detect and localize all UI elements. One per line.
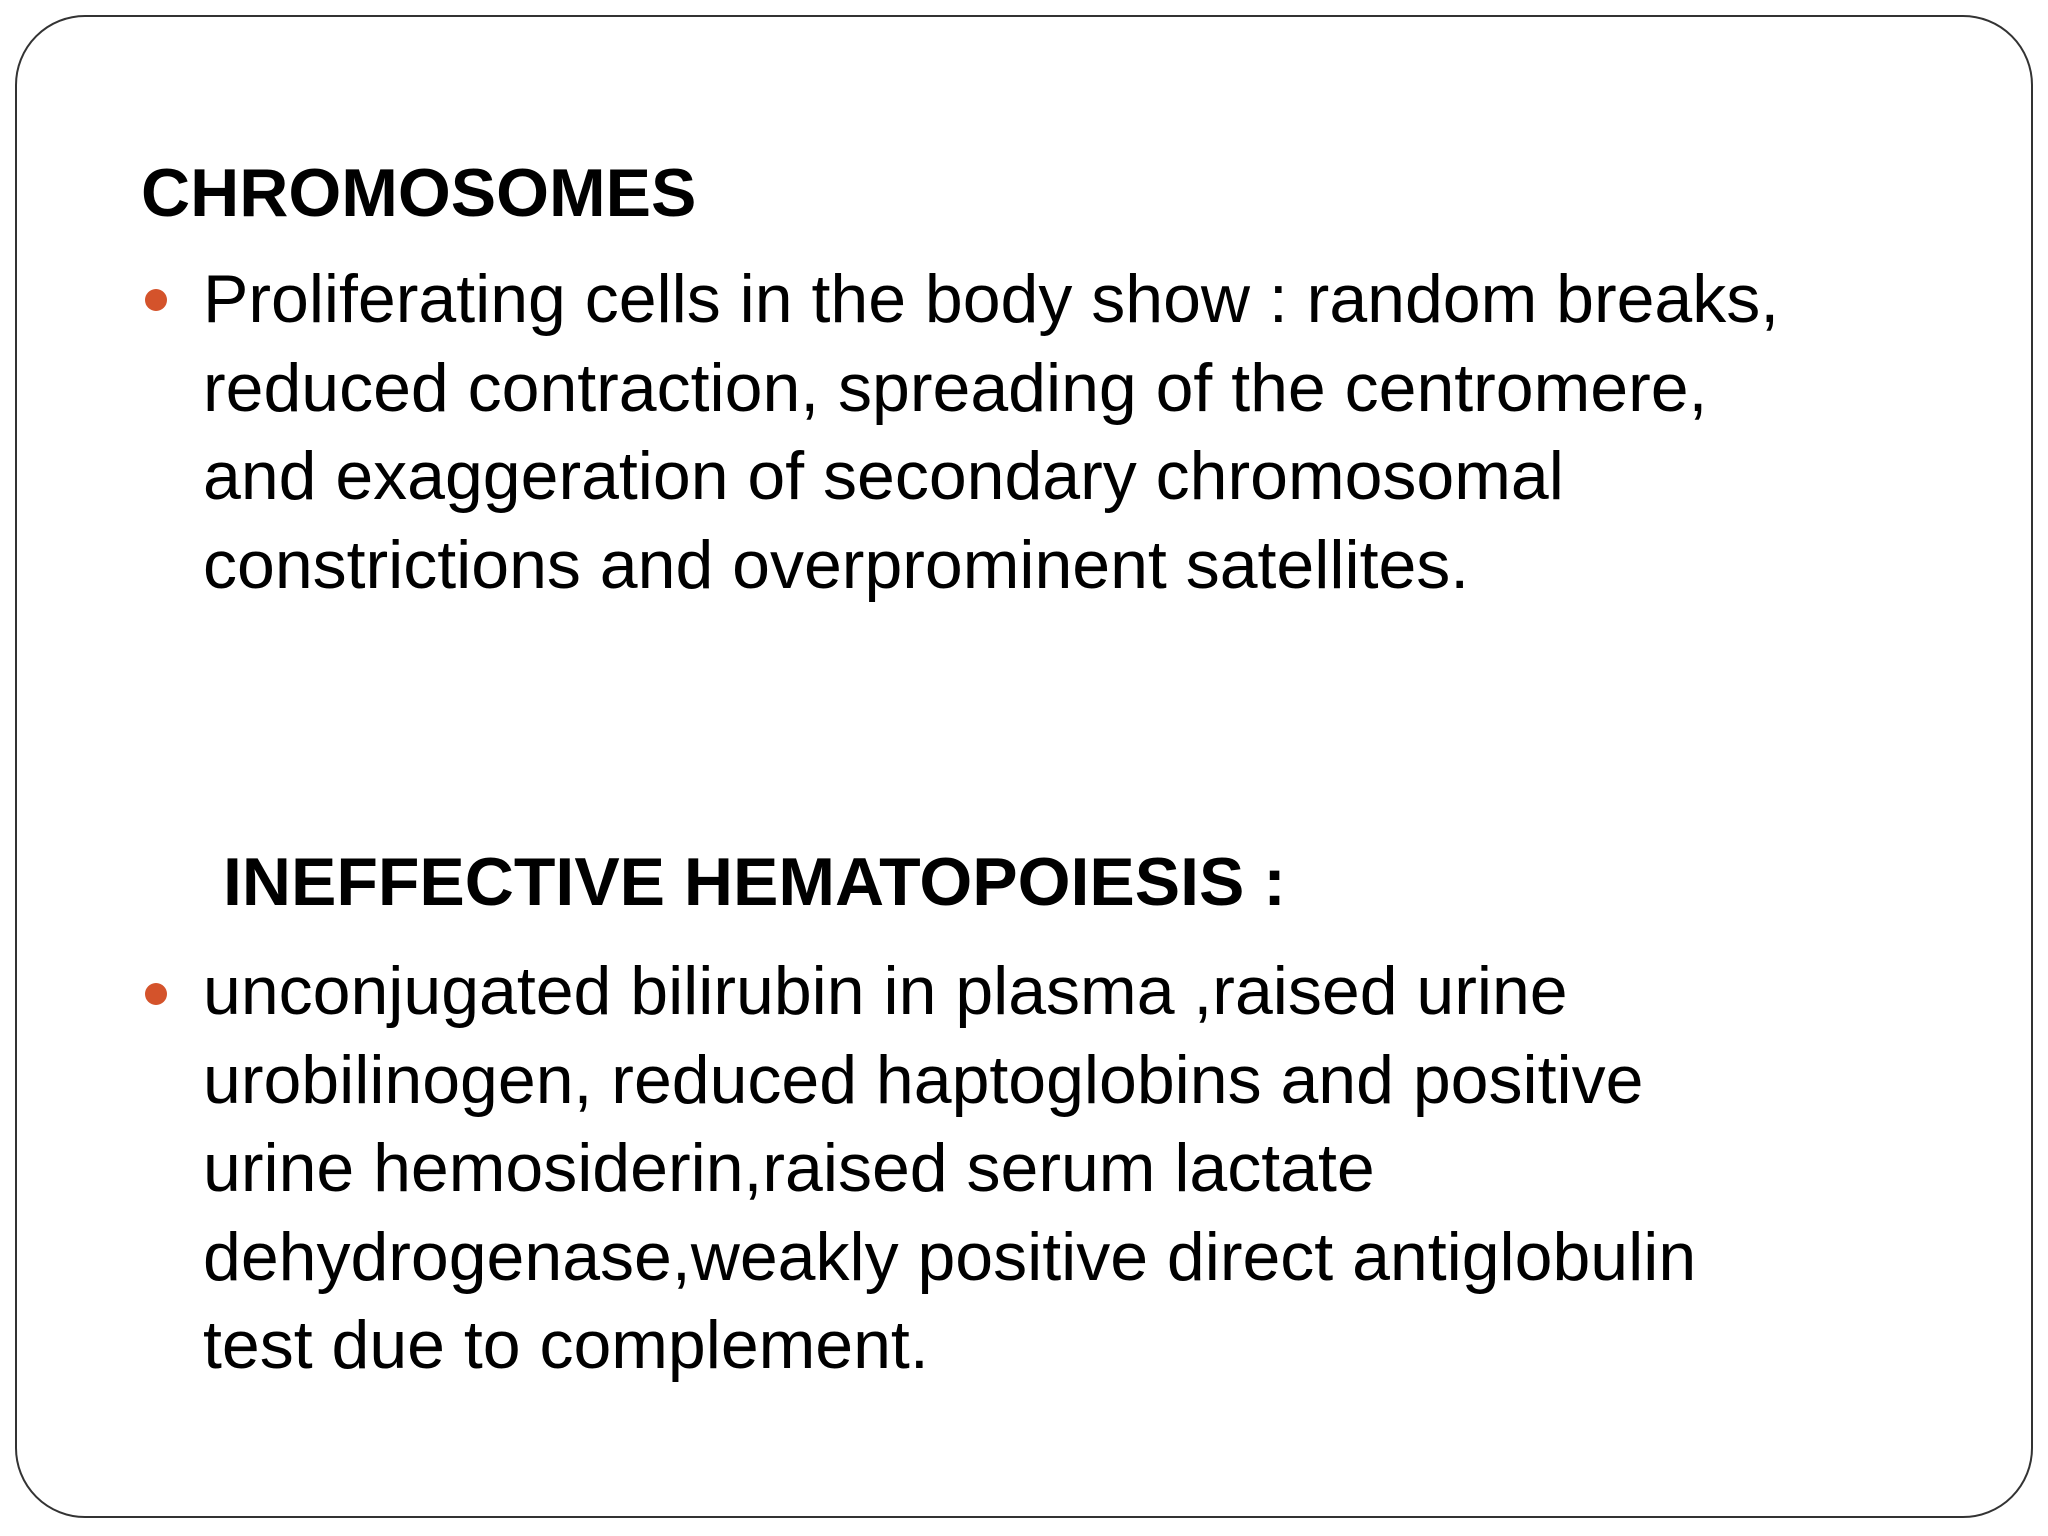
section-heading-ineffective-hematopoiesis: INEFFECTIVE HEMATOPOIESIS : <box>223 844 1286 920</box>
slide-frame <box>15 15 2033 1518</box>
bullet-icon <box>145 983 167 1005</box>
text-line: urobilinogen, reduced haptoglobins and positive <box>203 1041 1644 1118</box>
section-heading-chromosomes: CHROMOSOMES <box>141 155 697 231</box>
bullet-text-hematopoiesis <box>203 947 2003 1390</box>
text-line: constrictions and overprominent satellites. <box>203 526 1470 603</box>
text-line: urine hemosiderin,raised serum lactate <box>203 1130 1375 1206</box>
text-line: and exaggeration of secondary chromosomal <box>203 438 1564 514</box>
text-line: test due to complement. <box>203 1307 929 1383</box>
text-line: dehydrogenase,weakly positive direct antiglobulin <box>203 1218 1697 1295</box>
text-line: unconjugated bilirubin in plasma ,raised urine <box>203 953 1568 1029</box>
text-line: Proliferating cells in the body show : random breaks, <box>203 261 1780 337</box>
bullet-icon <box>145 289 167 311</box>
text-line: reduced contraction, spreading of the centromere, <box>203 349 1708 426</box>
bullet-text-chromosomes <box>203 255 2003 609</box>
